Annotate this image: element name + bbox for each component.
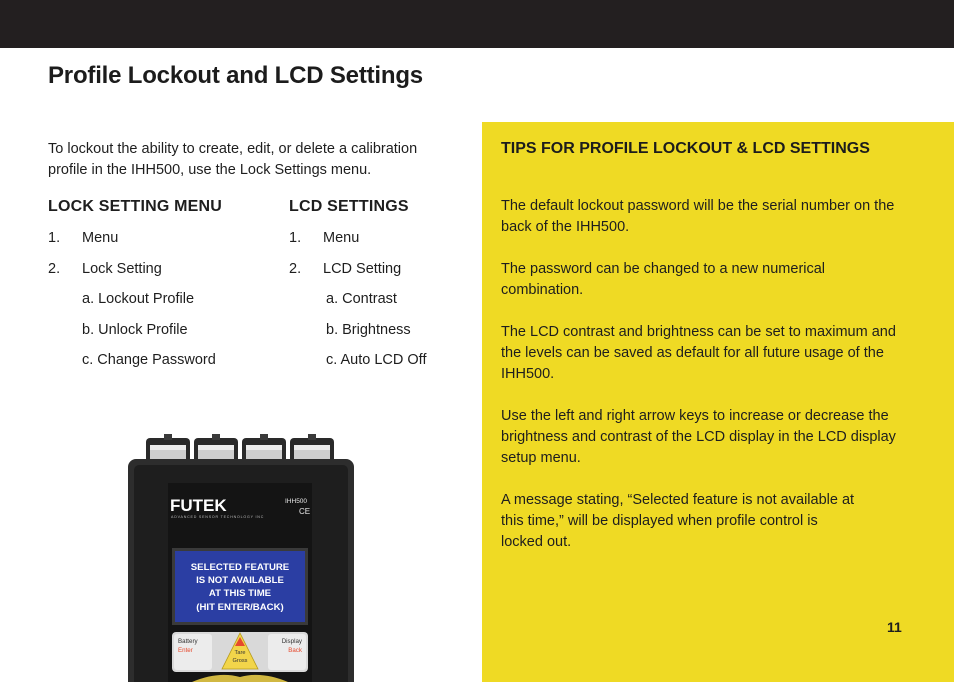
lcd-settings-heading: LCD SETTINGS [289,198,409,215]
lock-menu-heading: LOCK SETTING MENU [48,198,223,215]
screen-line: AT THIS TIME [208,588,272,599]
page-title: Profile Lockout and LCD Settings [48,62,423,89]
page-number: 11 [887,619,902,635]
tips-panel [482,122,954,682]
key-label: Gross [232,658,248,664]
tip-paragraph: The default lockout password will be the serial number on the back of the IHH500. [501,198,895,235]
ce-mark: CE [299,507,311,516]
key-label: Display [281,638,302,645]
key-label: Back [288,647,302,654]
intro-paragraph: To lockout the ability to create, edit, or delete a calibration profile in the IHH500, use the Lock Settings menu. [48,141,418,178]
brand-logo: FUTEK [170,496,227,515]
screen-line: IS NOT AVAILABLE [196,575,284,586]
key-label: Tare [234,650,246,656]
key-label: Battery [178,638,198,645]
screen-line: (HIT ENTER/BACK) [196,602,284,613]
top-bar [0,0,954,48]
tip-paragraph: The password can be changed to a new numerical combination. [501,261,826,298]
key-label: Enter [178,647,193,654]
tips-heading: TIPS FOR PROFILE LOCKOUT & LCD SETTINGS [501,140,870,157]
tip-paragraph: Use the left and right arrow keys to increase or decrease the brightness and contrast of the LCD display in the LCD display setup menu. [501,408,896,466]
screen-line: SELECTED FEATURE [190,562,290,573]
ihh500-device-illustration [128,433,354,682]
tip-paragraph: A message stating, “Selected feature is not available at this time,” will be displayed when profile control is locked out. [501,492,855,550]
model-label: IHH500 [285,498,308,505]
tips-body [501,196,906,574]
brand-tagline: ADVANCED SENSOR TECHNOLOGY INC [171,515,265,519]
tip-paragraph: The LCD contrast and brightness can be set to maximum and the levels can be saved as default for all future usage of the IHH500. [501,324,896,382]
